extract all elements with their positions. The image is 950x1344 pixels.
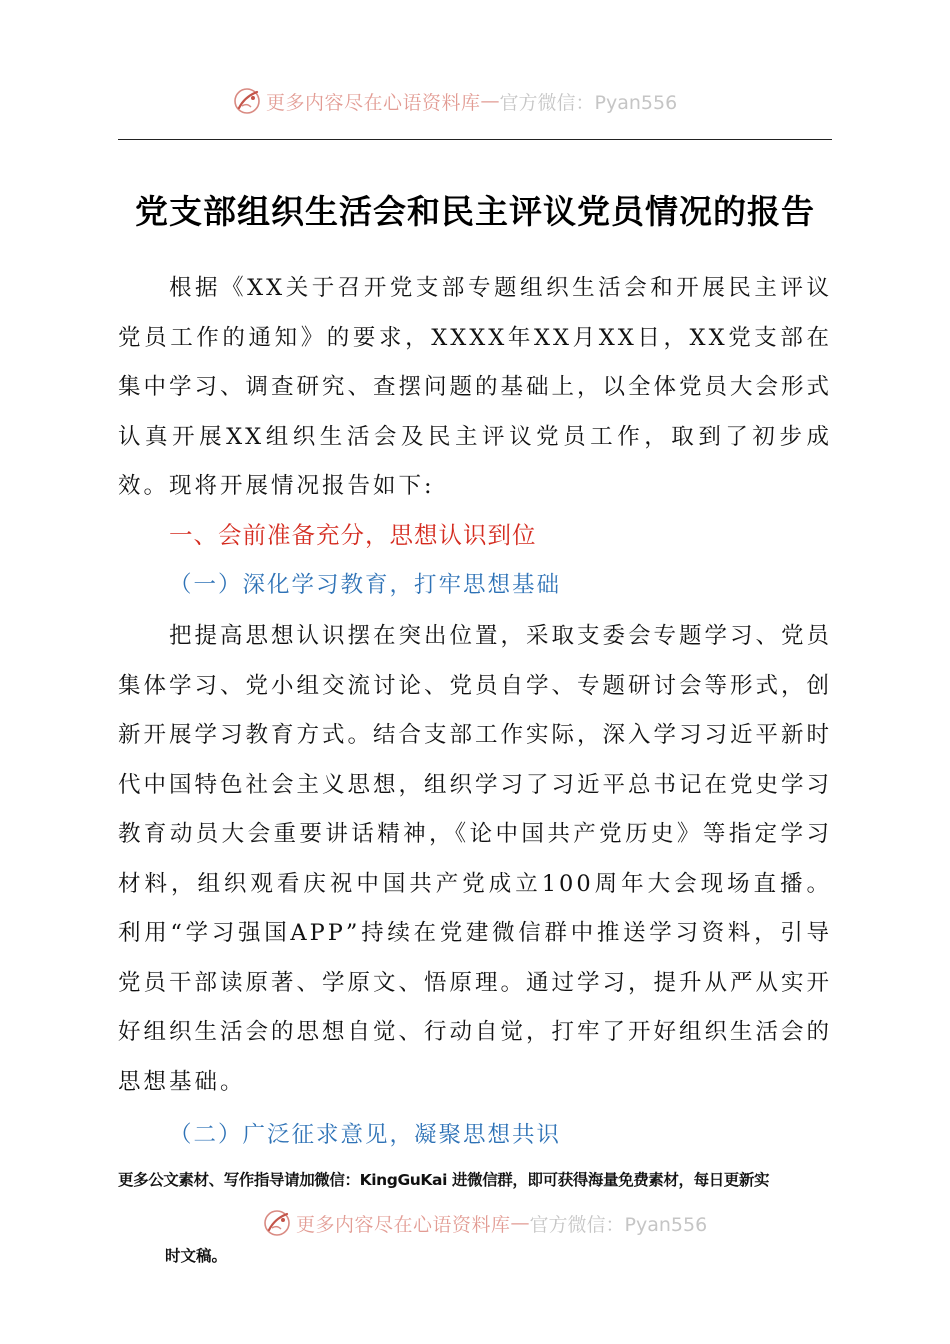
brush-logo-icon	[232, 86, 262, 116]
footer-promo-continued: 时文稿。	[165, 1247, 228, 1265]
subsection-heading-1: （一）深化学习教育，打牢思想基础	[169, 572, 562, 598]
document-title: 党支部组织生活会和民主评议党员情况的报告	[135, 192, 815, 231]
section-heading-1: 一、会前准备充分，思想认识到位	[169, 521, 537, 549]
watermark-footer	[262, 1208, 707, 1238]
watermark-separator: —	[510, 1212, 530, 1234]
subsection-1-paragraph: 把提高思想认识摆在突出位置，采取支委会专题学习、党员集体学习、党小组交流讨论、党员自学、专题研讨会等形式，创新开展学习教育方式。结合支部工作实际，深入学习习近平新时代中国特色社会主义思想，组织学习了习近平总书记在党史学习教育动员大会重要讲话精神，《论中国共产党历史》等指定学习材料，组织观看庆祝中国共产党成立100周年大会现场直播。利用“学习强国APP”持续在党建微信群中推送学习资料，引导党员干部读原著、学原文、悟原理。通过学习，提升从严从实开好组织生活会的思想自觉、行动自觉，打牢了开好组织生活会的思想基础。	[118, 623, 833, 1095]
header-divider	[118, 139, 832, 140]
subsection-heading-2: （二）广泛征求意见，凝聚思想共识	[169, 1122, 562, 1148]
brush-logo-icon	[262, 1208, 292, 1238]
watermark-main-text: 更多内容尽在心语资料库	[296, 1213, 511, 1236]
footer-promo-text: 更多公文素材、写作指导请加微信：KingGuKai 进微信群，即可获得海量免费素材，每日更新实	[118, 1171, 770, 1189]
intro-paragraph: 根据《XX关于召开党支部专题组织生活会和开展民主评议党员工作的通知》的要求，XXXX年XX月XX日，XX党支部在集中学习、调查研究、查摆问题的基础上，以全体党员大会形式认真开展XX组织生活会及民主评议党员工作，取到了初步成效。现将开展情况报告如下:	[118, 275, 833, 499]
watermark-separator: —	[480, 90, 500, 112]
watermark-header	[232, 86, 677, 116]
watermark-wechat-text: 官方微信：Pyan556	[529, 1213, 708, 1236]
watermark-main-text: 更多内容尽在心语资料库	[266, 91, 481, 114]
watermark-wechat-text: 官方微信：Pyan556	[499, 91, 678, 114]
